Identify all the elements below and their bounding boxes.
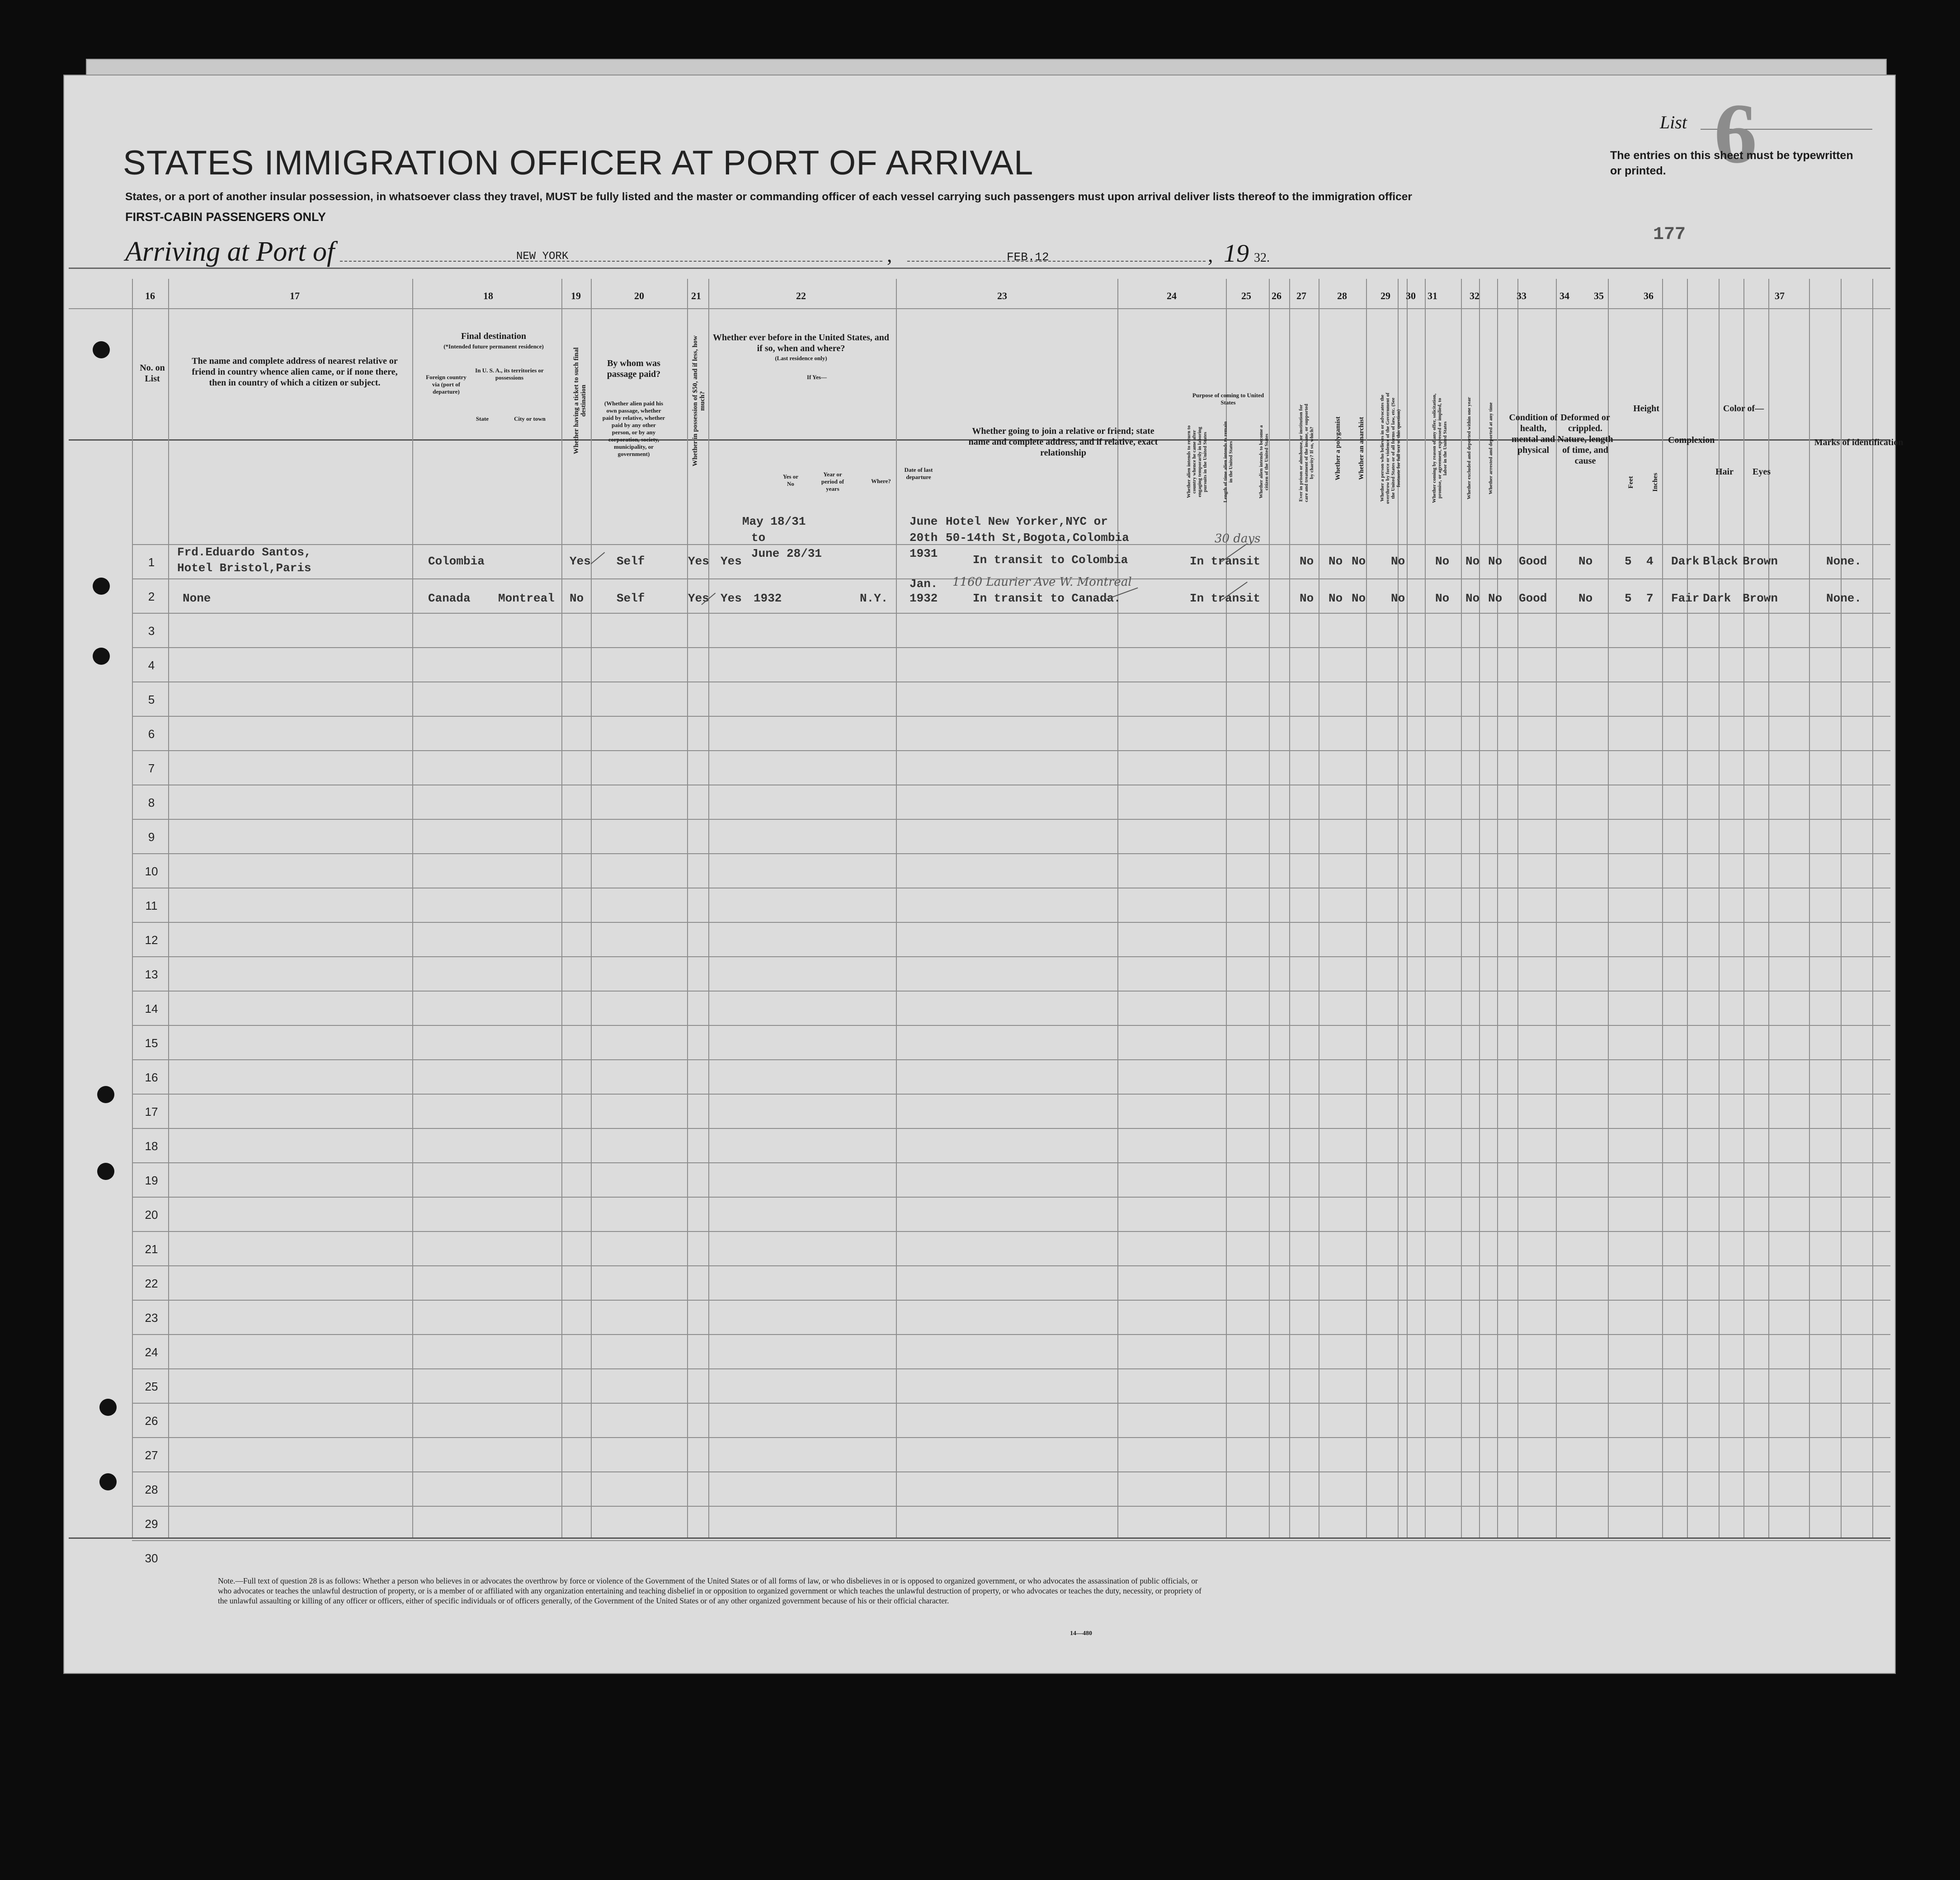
table-rule — [132, 1231, 1890, 1232]
table-rule — [132, 956, 1890, 957]
feet: 5 — [1625, 555, 1632, 568]
header-yes-or-no: Yes or No — [782, 473, 799, 487]
anarchist: No — [1352, 555, 1366, 568]
header-prison: Ever in prison or almshouse, or institution for care and treatment of the insane, or supported by charity? If so, which? — [1298, 404, 1315, 502]
table-rule — [168, 279, 169, 1537]
paid-by: Self — [617, 592, 645, 605]
port-value: NEW YORK — [516, 250, 569, 263]
column-number: 28 — [1337, 290, 1347, 301]
table-rule — [132, 1059, 1890, 1060]
header-q30: Whether excluded and deported within one year — [1466, 397, 1472, 500]
q28: No — [1391, 592, 1405, 605]
period: 1932 — [754, 592, 782, 605]
row-number: 21 — [145, 1242, 158, 1256]
intro-text: States, or a port of another insular possession, in whatsoever class they travel, MUST be fully listed and the master or commanding officer of each vessel carrying such passengers must upon arrival deliver lists thereof to the immigration officer — [125, 191, 1412, 203]
row-number: 20 — [145, 1208, 158, 1222]
header-color-of: Color of— — [1723, 404, 1764, 414]
punch-hole — [97, 1086, 114, 1103]
period: June 28/31 — [751, 547, 822, 560]
row-number: 22 — [145, 1277, 158, 1290]
header-relative-abroad: The name and complete address of nearest relative or friend in country whence alien came, or if none there, then in country of which a citizen or subject. — [192, 356, 398, 388]
last-departure: 1931 — [909, 547, 938, 560]
header-polygamist: Whether a polygamist — [1334, 416, 1342, 480]
before-in-us: Yes — [721, 555, 742, 568]
row-number: 15 — [145, 1036, 158, 1050]
table-rule — [132, 1506, 1890, 1507]
money: Yes — [688, 592, 709, 605]
header-final-destination-note: (*Intended future permanent residence) — [443, 343, 544, 350]
row-number: 5 — [148, 693, 155, 706]
table-rule — [1117, 279, 1118, 1537]
table-rule — [132, 1265, 1890, 1266]
date-line — [907, 261, 1206, 262]
header-q29: Whether coming by reason of any offer, solicitation, promise, or agreement, expressed or implied, to labor in the United States — [1432, 393, 1448, 503]
hair: Dark — [1703, 592, 1731, 605]
table-rule — [1517, 279, 1518, 1537]
table-rule — [132, 819, 1890, 820]
table-rule — [132, 1368, 1890, 1369]
table-rule — [1608, 279, 1609, 1537]
column-number: 24 — [1167, 290, 1177, 301]
header-ticket: Whether having a ticket to such final destination — [573, 347, 587, 455]
column-number: 33 — [1517, 290, 1527, 301]
q30: No — [1465, 555, 1480, 568]
table-rule — [1461, 279, 1462, 1537]
header-hair: Hair — [1715, 467, 1734, 477]
header-purpose-sub2: Length of time alien intends to remain in the United States — [1223, 421, 1234, 503]
anarchist: No — [1352, 592, 1366, 605]
table-rule — [561, 279, 562, 1537]
punch-hole — [97, 1163, 114, 1180]
relative-name: Frd.Eduardo Santos, — [177, 545, 311, 559]
row-number: 8 — [148, 796, 155, 809]
column-number: 25 — [1241, 290, 1251, 301]
column-number: 21 — [691, 290, 701, 301]
header-eyes: Eyes — [1753, 467, 1771, 477]
header-final-destination: Final destination — [461, 331, 526, 341]
form-title: STATES IMMIGRATION OFFICER AT PORT OF ARRIVAL — [123, 144, 1034, 182]
date-value: FEB.12 — [1007, 250, 1049, 264]
column-number: 27 — [1296, 290, 1306, 301]
relative-address: Hotel Bristol,Paris — [177, 561, 311, 575]
column-number: 18 — [483, 290, 493, 301]
header-year-or-period: Year or period of years — [821, 471, 844, 492]
period: May 18/31 — [742, 515, 806, 528]
last-departure: June — [909, 515, 938, 528]
q31: No — [1488, 592, 1503, 605]
q29: No — [1435, 592, 1450, 605]
table-rule — [132, 716, 1890, 717]
punch-hole — [93, 648, 110, 665]
check-mark — [590, 552, 605, 564]
table-rule — [1687, 279, 1688, 1537]
row-number: 7 — [148, 761, 155, 775]
column-number: 35 — [1594, 290, 1604, 301]
purpose-handwritten: 30 days — [1215, 532, 1261, 545]
header-purpose-sub3: Whether alien intends to become a citizen of the United States — [1258, 425, 1269, 499]
column-number: 19 — [571, 290, 581, 301]
paid-by: Self — [617, 555, 645, 568]
join-address: Hotel New Yorker,NYC or — [946, 515, 1108, 528]
deformed: No — [1578, 592, 1593, 605]
header-inches: Inches — [1652, 473, 1659, 492]
page-number: 177 — [1653, 225, 1686, 245]
row-number: 3 — [148, 624, 155, 638]
table-rule — [132, 1162, 1890, 1163]
eyes: Brown — [1743, 555, 1778, 568]
last-departure: 1932 — [909, 592, 938, 605]
comma: , — [887, 243, 892, 266]
table-rule — [1425, 279, 1426, 1537]
header-by-whom-paid: By whom was passage paid? — [607, 358, 661, 379]
header-money: Whether in possession of $50, and if less, how much? — [692, 335, 706, 466]
row-number: 26 — [145, 1414, 158, 1428]
table-rule — [687, 279, 688, 1537]
row-number: 4 — [148, 658, 155, 672]
form-number: 14—480 — [1070, 1630, 1092, 1637]
table-rule — [132, 613, 1890, 614]
punch-hole — [93, 341, 110, 358]
health: Good — [1519, 555, 1547, 568]
table-rule — [132, 1471, 1890, 1472]
column-number: 31 — [1428, 290, 1437, 301]
table-rule — [132, 991, 1890, 992]
table-rule — [591, 279, 592, 1537]
table-rule — [69, 308, 1890, 309]
table-rule — [1556, 279, 1557, 1537]
row-number: 27 — [145, 1448, 158, 1462]
join-address: 50-14th St,Bogota,Colombia — [946, 531, 1129, 545]
table-rule — [1289, 279, 1290, 1537]
header-health: Condition of health, mental and physical — [1509, 413, 1558, 455]
table-rule — [69, 1537, 1890, 1539]
footnote: Note.—Full text of question 28 is as follows: Whether a person who believes in or advocates the overthrow by force or violence of the Government of the United States or of all forms of law, or who disbelieves in or is opposed to organized government, or who advocates the assassination of public officials, or who advocates or teaches the unlawful destruction of property, or is a member of or affiliated with any organization entertaining and teaching disbelief in or opposition to organized government or which teaches the unlawful destruction of property, or who advocates or teaches the duty, necessity, or propriety of the unlawful assaulting or killing of any officer or officers, either of specific individuals or of officers generally, of the Government of the United States or of any other organized government because of his or their official character. — [218, 1576, 1201, 1605]
foreign-country: Canada — [428, 592, 471, 605]
purpose: In transit — [1190, 592, 1261, 605]
polygamist: No — [1329, 592, 1343, 605]
header-if-yes: If Yes— — [807, 374, 827, 381]
header-no-on-list: No. on List — [140, 363, 165, 384]
punch-hole — [99, 1473, 117, 1490]
last-departure: 20th — [909, 531, 938, 545]
money: Yes — [688, 555, 709, 568]
list-number: 6 — [1714, 86, 1757, 181]
row-number: 29 — [145, 1517, 158, 1531]
row-number: 13 — [145, 968, 158, 981]
header-complexion: Complexion — [1668, 435, 1715, 445]
table-rule — [132, 1094, 1890, 1095]
table-rule — [132, 922, 1890, 923]
column-number: 17 — [290, 290, 300, 301]
column-number: 37 — [1775, 290, 1785, 301]
row-number: 23 — [145, 1311, 158, 1325]
foreign-country: Colombia — [428, 555, 485, 568]
prison: No — [1300, 592, 1314, 605]
header-anarchist: Whether an anarchist — [1358, 417, 1365, 480]
column-number: 30 — [1406, 290, 1416, 301]
polygamist: No — [1329, 555, 1343, 568]
header-last-departure: Date of last departure — [904, 466, 933, 480]
row-number: 1 — [148, 555, 155, 569]
eyes: Brown — [1743, 592, 1778, 605]
header-before-in-us: Whether ever before in the United States, and if so, when and where? — [713, 333, 889, 353]
header-by-whom-paid-note: (Whether alien paid his own passage, whether paid by relative, whether paid by any other person, or by any corporation, society, municipality, or government) — [602, 400, 665, 457]
year-suffix: 32. — [1254, 251, 1270, 265]
header-purpose: Purpose of coming to United States — [1192, 392, 1264, 406]
column-number: 20 — [634, 290, 644, 301]
before-in-us: Yes — [721, 592, 742, 605]
row-number: 25 — [145, 1380, 158, 1393]
column-number: 36 — [1644, 290, 1654, 301]
header-height: Height — [1633, 404, 1659, 414]
row-number: 24 — [145, 1345, 158, 1359]
table-rule — [132, 1540, 1890, 1541]
header-q28: Whether a person who believes in or advocates the overthrow by force or violence of the Government of the United States or of all forms of law, etc. (See footnote for full text of this question) — [1380, 392, 1401, 504]
feet: 5 — [1625, 592, 1632, 605]
table-rule — [1872, 279, 1873, 1537]
table-rule — [132, 1334, 1890, 1335]
table-rule — [132, 1437, 1890, 1438]
marks: None. — [1826, 592, 1862, 605]
row-number: 2 — [148, 590, 155, 603]
table-rule — [132, 853, 1890, 854]
deformed: No — [1578, 555, 1593, 568]
table-rule — [896, 279, 897, 1537]
table-rule — [132, 1025, 1890, 1026]
header-deformed: Deformed or crippled. Nature, length of time, and cause — [1557, 413, 1613, 466]
city: Montreal — [498, 592, 555, 605]
column-number: 16 — [145, 290, 155, 301]
q30: No — [1465, 592, 1480, 605]
row-number: 28 — [145, 1483, 158, 1496]
list-note: The entries on this sheet must be typewritten or printed. — [1610, 149, 1853, 177]
table-rule — [132, 1197, 1890, 1198]
inches: 4 — [1646, 555, 1654, 568]
complexion: Fair — [1671, 592, 1700, 605]
row-number: 12 — [145, 933, 158, 947]
row-number: 14 — [145, 1002, 158, 1015]
port-line — [340, 261, 882, 262]
table-rule — [1809, 279, 1810, 1537]
row-number: 9 — [148, 830, 155, 844]
column-number: 26 — [1272, 290, 1282, 301]
header-state: State — [476, 415, 489, 422]
row-number: 17 — [145, 1105, 158, 1119]
column-number: 29 — [1380, 290, 1390, 301]
manifest-sheet — [63, 75, 1903, 1674]
ticket: No — [570, 592, 584, 605]
arriving-label: Arriving at Port of — [125, 236, 335, 267]
row-number: 16 — [145, 1071, 158, 1084]
hair: Black — [1703, 555, 1739, 568]
year-prefix: 19 — [1224, 240, 1249, 268]
row-number: 19 — [145, 1174, 158, 1187]
column-number: 34 — [1560, 290, 1569, 301]
table-rule — [1841, 279, 1842, 1537]
last-departure: Jan. — [909, 577, 938, 591]
header-in-usa: In U. S. A., its territories or possessions — [475, 367, 544, 381]
join-note: In transit to Colombia — [973, 553, 1128, 567]
header-joining-relative: Whether going to join a relative or friend; state name and complete address, and if relative, exact relationship — [968, 426, 1158, 458]
q29: No — [1435, 555, 1450, 568]
q31: No — [1488, 555, 1503, 568]
prison: No — [1300, 555, 1314, 568]
purpose: In transit — [1190, 555, 1261, 568]
inches: 7 — [1646, 592, 1654, 605]
top-rule — [69, 268, 1890, 269]
header-purpose-sub1: Whether alien intends to return to country whence he came after engaging temporarily in laboring pursuits in the United States — [1186, 425, 1208, 498]
column-number: 32 — [1470, 290, 1479, 301]
complexion: Dark — [1671, 555, 1700, 568]
row-number: 11 — [145, 899, 158, 912]
ticket: Yes — [570, 555, 591, 568]
punch-hole — [93, 578, 110, 595]
header-feet: Feet — [1627, 476, 1635, 489]
row-number: 10 — [145, 865, 158, 878]
table-rule — [132, 1128, 1890, 1129]
row-number: 6 — [148, 727, 155, 741]
header-q31: Whether arrested and deported at any time — [1488, 402, 1494, 494]
table-rule — [132, 1300, 1890, 1301]
punch-hole — [99, 1399, 117, 1416]
header-city: City or town — [514, 415, 546, 422]
health: Good — [1519, 592, 1547, 605]
row-number: 30 — [145, 1551, 158, 1565]
join-note: In transit to Canada. — [973, 592, 1121, 605]
table-rule — [132, 1403, 1890, 1404]
table-rule — [132, 750, 1890, 751]
join-address-handwritten: 1160 Laurier Ave W. Montreal — [952, 575, 1132, 589]
relative-name: None — [183, 592, 211, 605]
column-number: 23 — [997, 290, 1007, 301]
header-foreign-country: Foreign country via (port of departure) — [426, 374, 466, 395]
table-rule — [132, 647, 1890, 648]
marks: None. — [1826, 555, 1862, 568]
passenger-class-label: FIRST-CABIN PASSENGERS ONLY — [125, 210, 326, 224]
comma: , — [1208, 243, 1213, 266]
row-number: 18 — [145, 1139, 158, 1153]
table-rule — [132, 279, 133, 1537]
table-rule — [412, 279, 413, 1537]
header-where: Where? — [871, 478, 891, 484]
column-number: 22 — [796, 290, 806, 301]
where: N.Y. — [860, 592, 888, 605]
header-before-in-us-note: (Last residence only) — [775, 355, 827, 362]
list-label: List — [1660, 112, 1687, 132]
q28: No — [1391, 555, 1405, 568]
header-marks: Marks of identification — [1814, 437, 1903, 447]
period: to — [751, 531, 766, 545]
